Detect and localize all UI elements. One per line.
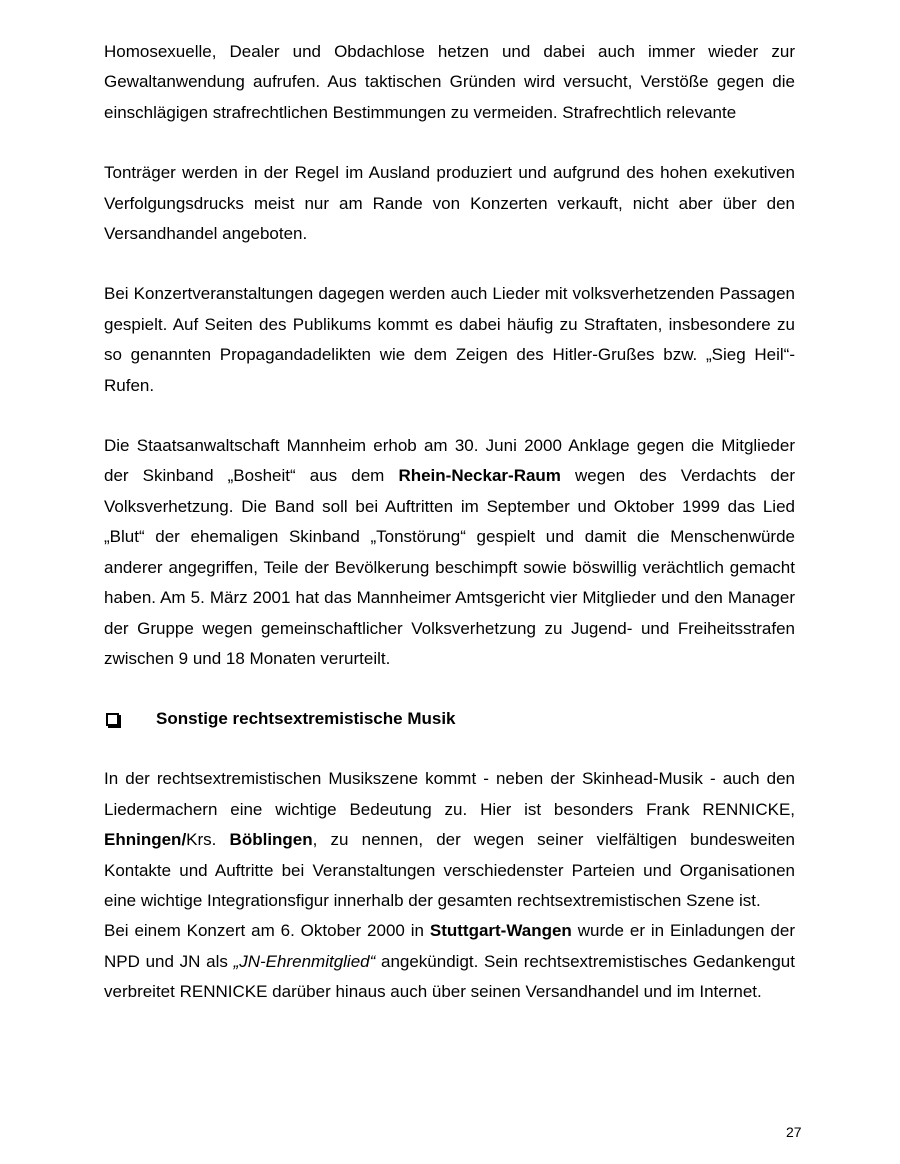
paragraph-6 xyxy=(104,916,795,1007)
paragraph-5 xyxy=(104,764,795,916)
document-body xyxy=(104,37,795,1008)
page-number: 27 xyxy=(786,1124,802,1140)
location-ehningen: Ehningen/ xyxy=(104,830,187,850)
location-boeblingen: Böblingen xyxy=(229,830,313,850)
paragraph-4-text-c: wegen des Verdachts der Volksverhetzung. Die Band soll bei Auftritten im September und Oktober 1999 das Lied „Blut“ der ehemaligen Skinband „Tonstörung“ gespielt und damit die Menschenwürde anderer angegriffen, Teile der Bevölkerung beschimpft sowie böswillig verächtlich gemacht haben. Am 5. März 2001 hat das Mannheimer Amtsgericht vier Mitglieder und den Manager der Gruppe wegen gemeinschaftlicher Volksverhetzung zu Jugend- und Freiheitsstrafen zwischen 9 und 18 Monaten verurteilt. xyxy=(104,466,795,668)
paragraph-6-text-e: angekündigt. Sein rechtsextremistisches Gedankengut verbreitet RENNICKE darüber hinaus auch über seinen Versandhandel und im Internet. xyxy=(104,951,795,1002)
paragraph-2: Tonträger werden in der Regel im Ausland produziert und aufgrund des hohen exekutiven Verfolgungsdrucks meist nur am Rande von Konzerten verkauft, nicht aber über den Versandhandel angeboten. xyxy=(104,163,795,244)
paragraph-1: Homosexuelle, Dealer und Obdachlose hetzen und dabei auch immer wieder zur Gewaltanwendung aufrufen. Aus taktischen Gründen wird versucht, Verstöße gegen die einschlägigen strafrechtlichen Bestimmungen zu vermeiden. Strafrechtlich relevante xyxy=(104,42,795,122)
section-heading xyxy=(104,704,795,734)
paragraph-5-text-a: In der rechtsextremistischen Musikszene kommt - neben der Skinhead-Musik - auch den Liedermachern eine wichtige Bedeutung zu. Hier ist besonders Frank RENNICKE, xyxy=(104,769,795,819)
paragraph-5-text-c: Krs. xyxy=(186,830,230,850)
jn-ehrenmitglied-quote: „JN-Ehrenmitglied“ xyxy=(233,951,376,971)
paragraph-3: Bei Konzertveranstaltungen dagegen werden auch Lieder mit volksverhetzenden Passagen gespielt. Auf Seiten des Publikums kommt es dabei häufig zu Straftaten, insbesondere zu so genannten Propagandadelikten wie dem Zeigen des Hitler-Grußes bzw. „Sieg Heil“-Rufen. xyxy=(104,284,795,395)
paragraph-4-text-a: Die Staatsanwaltschaft Mannheim erhob am 30. Juni 2000 Anklage gegen die Mitglieder der Skinband „Bosheit“ aus dem xyxy=(104,436,795,486)
checkbox-icon xyxy=(106,713,119,726)
paragraph-5-text-e: , zu nennen, der wegen seiner vielfältigen bundesweiten Kontakte und Auftritte bei Veranstaltungen verschiedenster Parteien und Organisationen eine wichtige Integrationsfigur innerhalb der gesamten rechtsextremistischen Szene ist. xyxy=(104,830,795,910)
paragraph-6-text-c: wurde er in Einladungen der NPD und JN als xyxy=(104,921,795,971)
location-stuttgart-wangen: Stuttgart-Wangen xyxy=(429,921,572,941)
section-heading-text: Sonstige rechtsextremistische Musik xyxy=(156,709,456,729)
paragraph-6-text-a: Bei einem Konzert am 6. Oktober 2000 in xyxy=(104,921,430,941)
location-rhein-neckar-raum: Rhein-Neckar-Raum xyxy=(398,466,561,486)
paragraph-4 xyxy=(104,431,795,674)
